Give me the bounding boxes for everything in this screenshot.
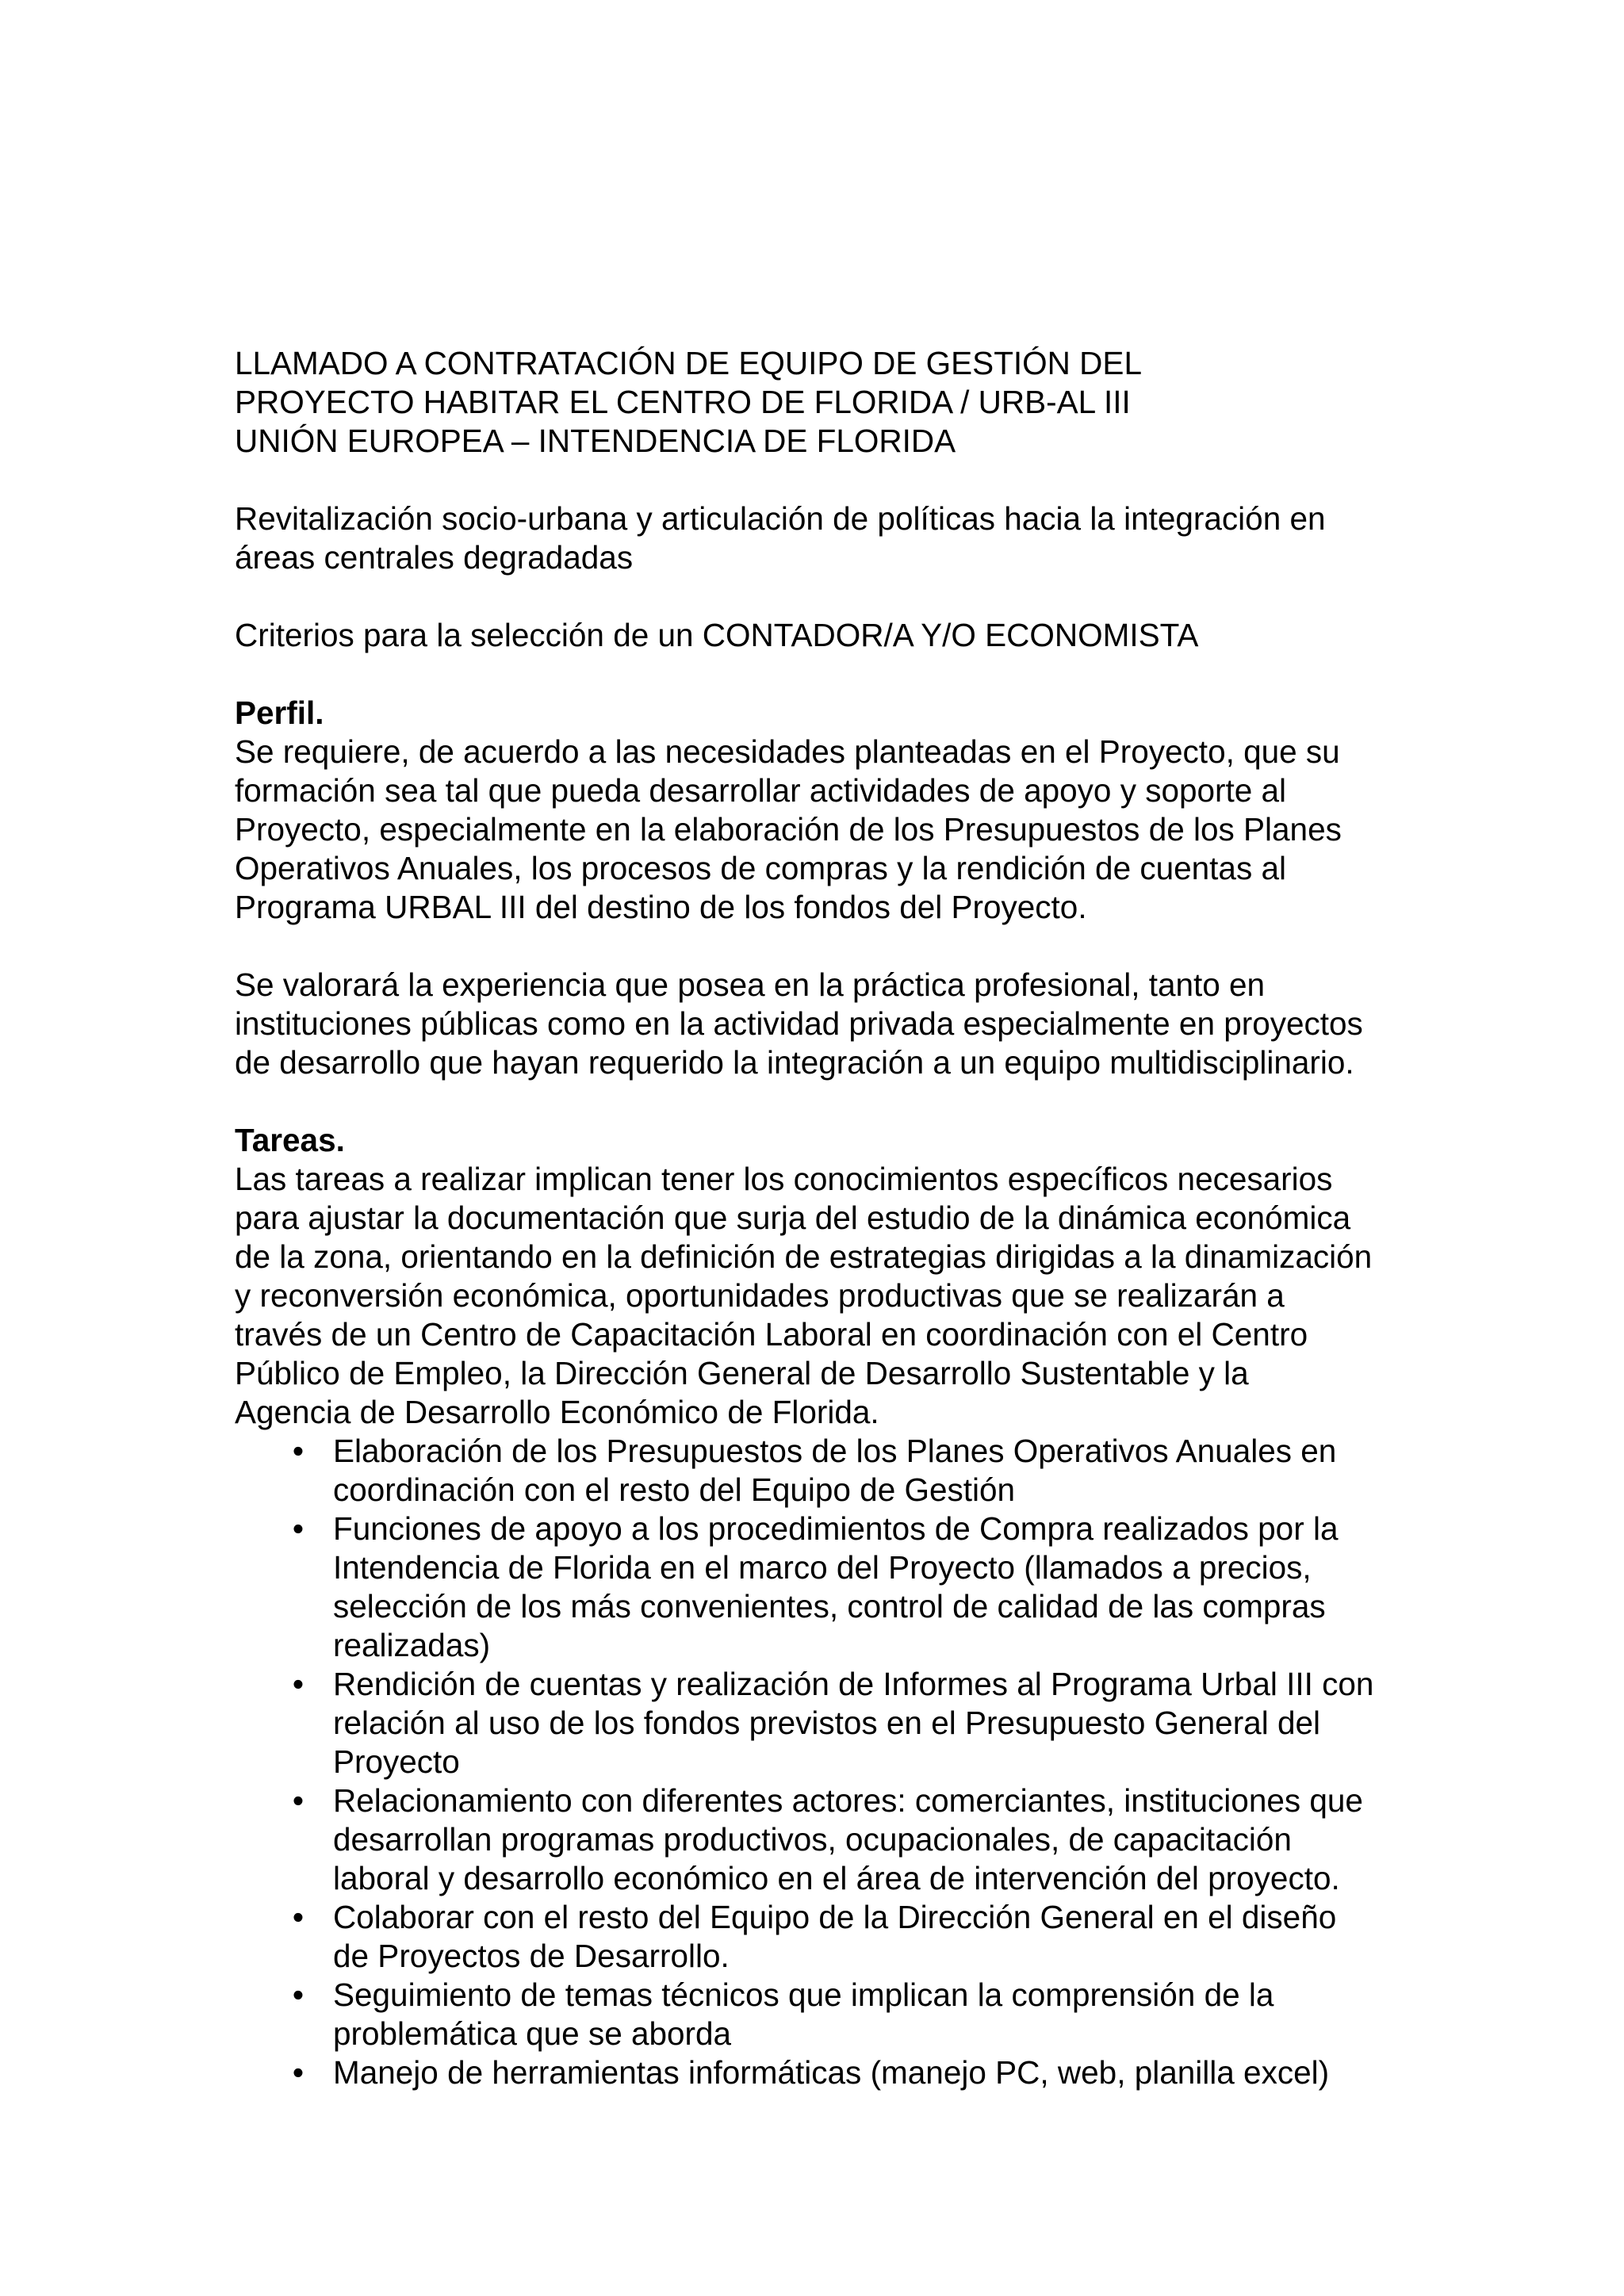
paragraph-line: Se requiere, de acuerdo a las necesidades planteadas en el Proyecto, que su xyxy=(235,733,1340,770)
list-item-line: Intendencia de Florida en el marco del Proyecto (llamados a precios, xyxy=(333,1549,1312,1586)
spacer xyxy=(235,927,1424,966)
list-item-line: Rendición de cuentas y realización de Informes al Programa Urbal III con xyxy=(333,1666,1374,1702)
paragraph-line: de la zona, orientando en la definición de estrategias dirigidas a la dinamización xyxy=(235,1238,1373,1275)
spacer xyxy=(235,1082,1424,1121)
paragraph-line: para ajustar la documentación que surja del estudio de la dinámica económica xyxy=(235,1200,1351,1236)
list-item-line: Seguimiento de temas técnicos que implican la comprensión de la xyxy=(333,1976,1274,2013)
title-line: LLAMADO A CONTRATACIÓN DE EQUIPO DE GESTIÓN DEL xyxy=(235,345,1142,381)
bullet-icon: • xyxy=(292,1782,304,1819)
perfil-paragraph-1 xyxy=(235,733,1424,927)
bullet-icon: • xyxy=(292,2054,304,2091)
bullet-icon: • xyxy=(292,1666,304,1702)
paragraph-line: Público de Empleo, la Dirección General de Desarrollo Sustentable y la xyxy=(235,1355,1249,1391)
list-item-line: de Proyectos de Desarrollo. xyxy=(333,1938,730,1974)
list-item-line: laboral y desarrollo económico en el área de intervención del proyecto. xyxy=(333,1860,1340,1896)
list-item-line: relación al uso de los fondos previstos en el Presupuesto General del xyxy=(333,1705,1320,1741)
tareas-section xyxy=(235,1121,1424,2092)
paragraph-line: Las tareas a realizar implican tener los conocimientos específicos necesarios xyxy=(235,1161,1333,1197)
paragraph-line: Operativos Anuales, los procesos de compras y la rendición de cuentas al xyxy=(235,850,1286,886)
document-page xyxy=(235,344,1424,2092)
list-item-line: Manejo de herramientas informáticas (manejo PC, web, planilla excel) xyxy=(333,2054,1330,2091)
paragraph-line: formación sea tal que pueda desarrollar actividades de apoyo y soporte al xyxy=(235,772,1287,809)
list-item-line: Colaborar con el resto del Equipo de la Dirección General en el diseño xyxy=(333,1899,1337,1935)
bullet-icon: • xyxy=(292,1433,304,1469)
list-item xyxy=(235,1432,1424,1510)
perfil-paragraph-2 xyxy=(235,966,1424,1082)
subtitle-line: Revitalización socio-urbana y articulación de políticas hacia la integración en xyxy=(235,500,1326,537)
list-item xyxy=(235,2053,1424,2092)
selection-criteria: Criterios para la selección de un CONTADOR/A Y/O ECONOMISTA xyxy=(235,617,1199,653)
bullet-icon: • xyxy=(292,1976,304,2013)
perfil-heading: Perfil. xyxy=(235,695,324,731)
list-item-line: desarrollan programas productivos, ocupacionales, de capacitación xyxy=(333,1821,1292,1858)
paragraph-line: través de un Centro de Capacitación Laboral en coordinación con el Centro xyxy=(235,1316,1308,1353)
title-line: UNIÓN EUROPEA – INTENDENCIA DE FLORIDA xyxy=(235,423,956,459)
list-item-line: Funciones de apoyo a los procedimientos de Compra realizados por la xyxy=(333,1510,1339,1547)
list-item xyxy=(235,1898,1424,1976)
list-item xyxy=(235,1510,1424,1665)
list-item-line: Elaboración de los Presupuestos de los Planes Operativos Anuales en xyxy=(333,1433,1337,1469)
list-item xyxy=(235,1976,1424,2053)
spacer xyxy=(235,655,1424,694)
paragraph-line: Agencia de Desarrollo Económico de Florida. xyxy=(235,1394,879,1430)
list-item-line: realizadas) xyxy=(333,1627,491,1663)
bullet-icon: • xyxy=(292,1899,304,1935)
paragraph-line: instituciones públicas como en la actividad privada especialmente en proyectos xyxy=(235,1005,1363,1042)
paragraph-line: Proyecto, especialmente en la elaboración de los Presupuestos de los Planes xyxy=(235,811,1342,848)
paragraph-line: de desarrollo que hayan requerido la integración a un equipo multidisciplinario. xyxy=(235,1044,1354,1081)
title-line: PROYECTO HABITAR EL CENTRO DE FLORIDA / URB-AL III xyxy=(235,384,1131,420)
spacer xyxy=(235,577,1424,616)
tareas-bullet-list xyxy=(235,1432,1424,2092)
subtitle-line: áreas centrales degradadas xyxy=(235,539,634,576)
list-item xyxy=(235,1665,1424,1781)
list-item-line: coordinación con el resto del Equipo de Gestión xyxy=(333,1471,1016,1508)
list-item xyxy=(235,1781,1424,1898)
paragraph-line: Programa URBAL III del destino de los fondos del Proyecto. xyxy=(235,889,1087,925)
bullet-icon: • xyxy=(292,1510,304,1547)
document-subtitle xyxy=(235,499,1424,577)
paragraph-line: y reconversión económica, oportunidades productivas que se realizarán a xyxy=(235,1277,1285,1314)
tareas-heading: Tareas. xyxy=(235,1122,345,1158)
list-item-line: Relacionamiento con diferentes actores: comerciantes, instituciones que xyxy=(333,1782,1363,1819)
document-title xyxy=(235,344,1424,461)
perfil-section xyxy=(235,694,1424,1082)
paragraph-line: Se valorará la experiencia que posea en la práctica profesional, tanto en xyxy=(235,966,1266,1003)
spacer xyxy=(235,461,1424,499)
list-item-line: Proyecto xyxy=(333,1743,460,1780)
list-item-line: problemática que se aborda xyxy=(333,2015,732,2052)
list-item-line: selección de los más convenientes, control de calidad de las compras xyxy=(333,1588,1326,1624)
tareas-intro xyxy=(235,1160,1424,1432)
